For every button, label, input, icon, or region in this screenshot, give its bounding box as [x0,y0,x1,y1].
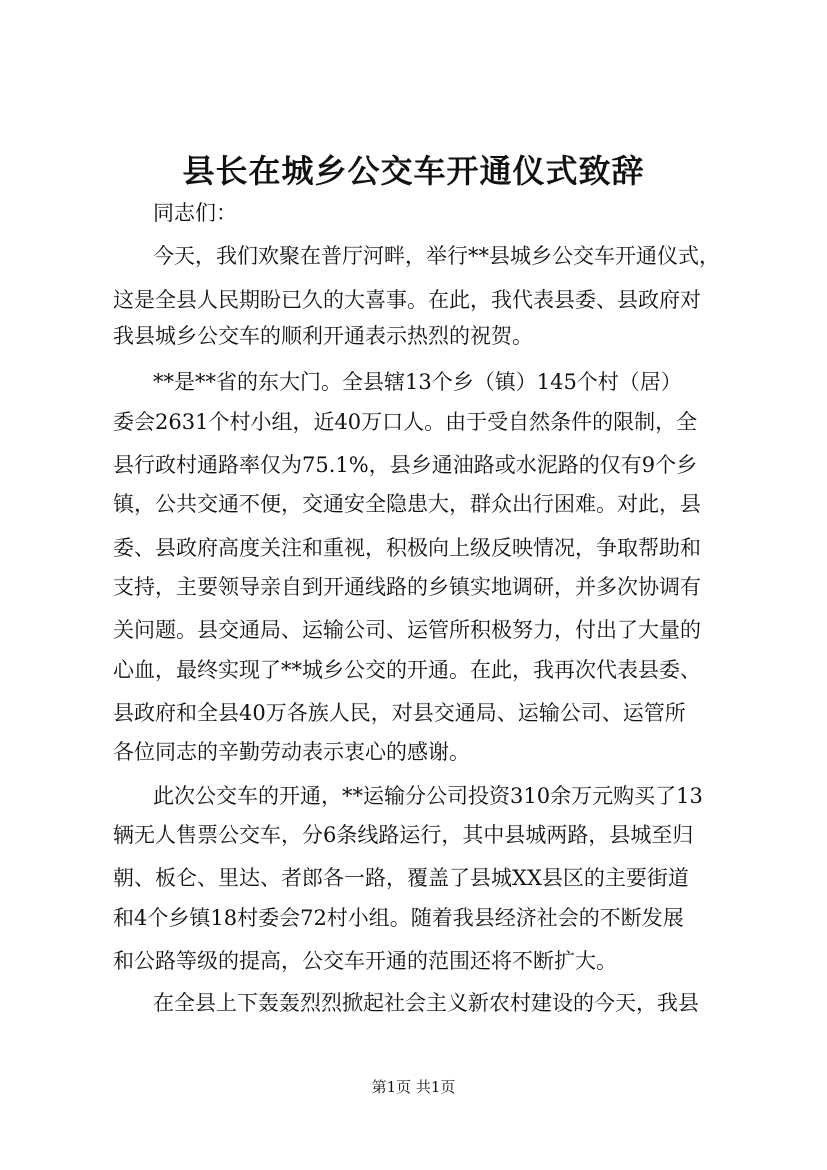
text-line: 县政府和全县40万各族人民，对县交通局、运输公司、运管所 [113,701,686,725]
text-line: **是**省的东大门。全县辖13个乡（镇）145个村（居） [153,370,682,394]
text-line: 心血，最终实现了**城乡公交的开通。在此，我再次代表县委、 [113,658,701,682]
text-line: 和公路等级的提高，公交车开通的范围还将不断扩大。 [113,949,617,973]
text-line: 这是全县人民期盼已久的大喜事。在此，我代表县委、县政府对 [113,288,701,312]
text-line: 同志们： [153,201,237,225]
text-line: 朝、板仑、里达、者郎各一路，覆盖了县城XX县区的主要街道 [113,866,689,890]
text-line: 各位同志的辛勤劳动表示衷心的感谢。 [113,740,470,764]
text-line: 和4个乡镇18村委会72村小组。随着我县经济社会的不断发展 [113,906,684,930]
text-line: 县行政村通路率仅为75.1%，县乡通油路或水泥路的仅有9个乡 [113,453,698,477]
text-line: 委、县政府高度关注和重视，积极向上级反映情况，争取帮助和 [113,536,701,560]
document-title: 县长在城乡公交车开通仪式致辞 [182,152,645,190]
text-line: 关问题。县交通局、运输公司、运管所积极努力，付出了大量的 [113,618,701,642]
text-line: 在全县上下轰轰烈烈掀起社会主义新农村建设的今天，我县 [153,991,699,1015]
text-line: 辆无人售票公交车，分6条线路运行，其中县城两路，县城至归 [113,823,694,847]
text-line: 委会2631个村小组，近40万口人。由于受自然条件的限制，全 [113,410,698,434]
text-line: 今天，我们欢聚在普厅河畔，举行**县城乡公交车开通仪式， [153,244,720,268]
text-line: 镇，公共交通不便，交通安全隐患大，群众出行困难。对此，县 [113,492,701,516]
text-line: 我县城乡公交车的顺利开通表示热烈的祝贺。 [113,324,533,348]
text-line: 此次公交车的开通，**运输分公司投资310余万元购买了13 [153,784,703,808]
page-number-footer: 第1页 共1页 [371,1078,456,1096]
text-line: 支持，主要领导亲自到开通线路的乡镇实地调研，并多次协调有 [113,575,701,599]
